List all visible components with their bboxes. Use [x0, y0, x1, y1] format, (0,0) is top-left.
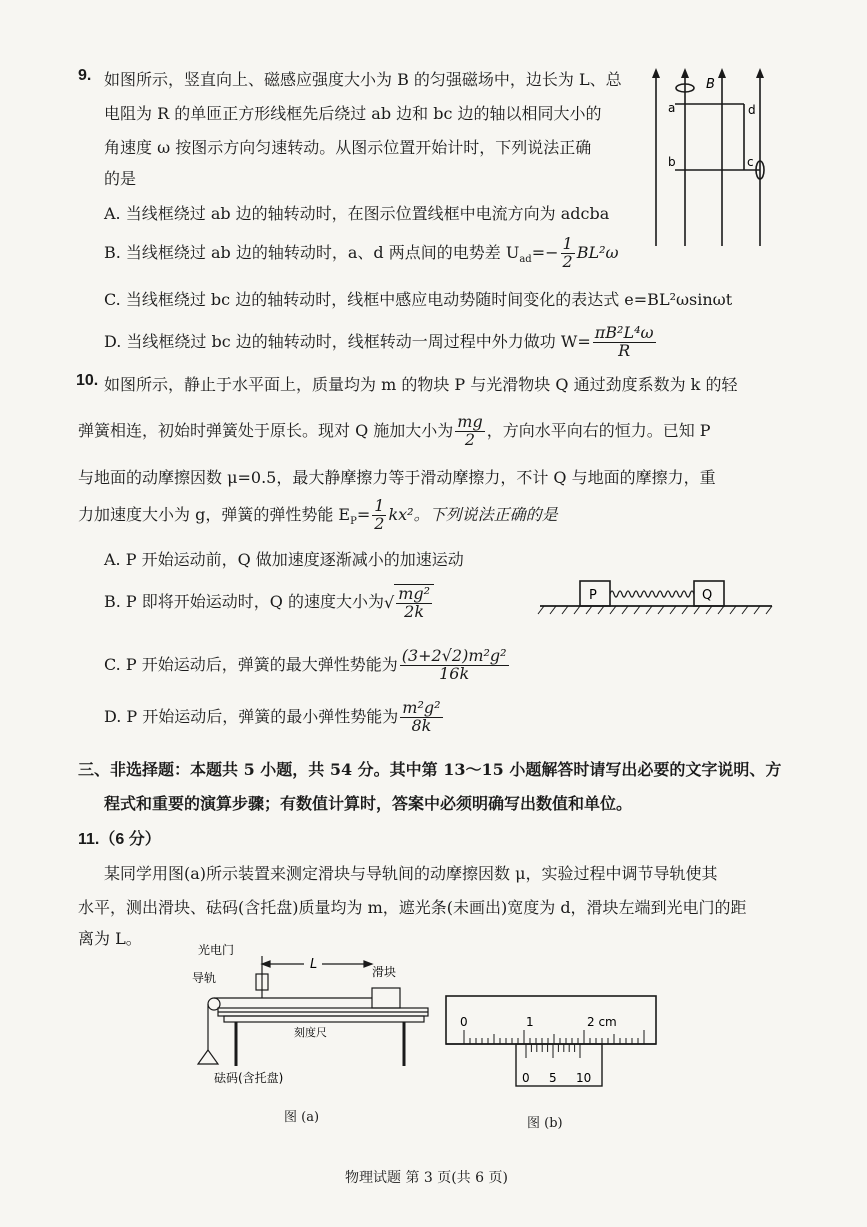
- section3-heading-line: 程式和重要的演算步骤；有数值计算时，答案中必须明确写出数值和单位。: [104, 794, 633, 813]
- label-Q: Q: [702, 588, 713, 603]
- label-slider: 滑块: [372, 965, 397, 979]
- label-weight: 砝码(含托盘): [214, 1071, 284, 1085]
- label-P: P: [589, 588, 597, 603]
- label-a: a: [668, 101, 676, 115]
- figure-b-caption: 图 (b): [527, 1116, 563, 1131]
- main-scale-frame: [446, 996, 656, 1044]
- q10-number: 10.: [76, 372, 99, 389]
- label-b: b: [668, 155, 676, 169]
- q10-figure-spring-blocks: [536, 576, 776, 620]
- page-footer: 物理试题 第 3 页(共 6 页): [345, 1170, 508, 1186]
- label-B: B: [706, 77, 715, 92]
- q10-stem-line: 力加速度大小为 g，弹簧的弹性势能 $E_P=$ $\frac{1}{2}$ kx²。下列说法正确的是: [78, 496, 558, 533]
- weight-tray: [198, 1050, 218, 1064]
- main-label-0: 0: [460, 1015, 468, 1029]
- q10-option-c: C. P 开始运动后，弹簧的最大弹性势能为 $\frac{\text{(3+2√2)m²g²}}{16k}$: [104, 646, 507, 683]
- q9-option-d: D. 当线框绕过 bc 边的轴转动时，线框转动一周过程中外力做功 W= $\frac{\text{πB²L⁴ω}}{R}$: [104, 323, 654, 360]
- vernier-scale-ticks: [526, 1044, 580, 1058]
- label-L: L: [310, 957, 318, 972]
- q9-option-b: B. 当线框绕过 ab 边的轴转动时，a、d 两点间的电势差 $U_{ad}=-$ $\frac{1}{2}$ BL²ω: [104, 234, 619, 271]
- q10-option-b: B. P 即将开始运动时，Q 的速度大小为√ $\frac{\text{mg²}}{2k}$: [104, 584, 434, 621]
- slider-block: [372, 988, 400, 1008]
- q9-stem-line: 角速度 ω 按图示方向匀速转动。从图示位置开始计时，下列说法正确: [104, 138, 592, 157]
- q10-option-a: A. P 开始运动前，Q 做加速度逐渐减小的加速运动: [104, 550, 464, 569]
- main-label-1: 1: [526, 1015, 534, 1029]
- ruler: [224, 1016, 424, 1022]
- q9-option-a: A. 当线框绕过 ab 边的轴转动时，在图示位置线框中电流方向为 adcba: [104, 204, 610, 223]
- pulley: [208, 998, 220, 1010]
- section3-heading-line: 三、非选择题：本题共 5 小题，共 54 分。其中第 13～15 小题解答时请写出必要的文字说明、方: [78, 760, 782, 779]
- q11-figure-b-vernier: [444, 994, 660, 1088]
- spring: [610, 591, 694, 597]
- label-rail: 导轨: [192, 971, 217, 985]
- figure-a-caption: 图 (a): [284, 1110, 320, 1125]
- q11-stem-line: 水平，测出滑块、砝码(含托盘)质量均为 m，遮光条(未画出)宽度为 d，滑块左端到光电门的距: [78, 898, 747, 917]
- main-label-2cm: 2 cm: [587, 1015, 617, 1029]
- label-d: d: [748, 103, 756, 117]
- q11-stem-line: 某同学用图(a)所示装置来测定滑块与导轨间的动摩擦因数 μ，实验过程中调节导轨使其: [104, 864, 718, 883]
- q10-stem-line: 如图所示，静止于水平面上，质量均为 m 的物块 P 与光滑物块 Q 通过劲度系数为 k 的轻: [104, 375, 738, 394]
- q10-option-d: D. P 开始运动后，弹簧的最小弹性势能为 $\frac{\text{m²g²}}{8k}$: [104, 698, 441, 735]
- q10-stem-line: 弹簧相连，初始时弹簧处于原长。现对 Q 施加大小为 $\frac{mg}{2}$ ，方向水平向右的恒力。已知 P: [78, 412, 711, 449]
- q11-figure-a-apparatus: [176, 938, 436, 1088]
- q9-stem-line: 如图所示，竖直向上、磁感应强度大小为 B 的匀强磁场中，边长为 L、总: [104, 70, 622, 89]
- q9-number: 9.: [78, 67, 92, 84]
- q9-option-c: C. 当线框绕过 bc 边的轴转动时，线框中感应电动势随时间变化的表达式 e=BL²ωsinωt: [104, 290, 733, 309]
- q11-heading: 11.（6 分）: [78, 831, 161, 848]
- q9-stem-line: 电阻为 R 的单匝正方形线框先后绕过 ab 边和 bc 边的轴以相同大小的: [104, 104, 602, 123]
- label-ruler: 刻度尺: [294, 1026, 327, 1039]
- q9-figure-magnetic-field: [648, 66, 778, 252]
- q9-stem-line: 的是: [104, 169, 137, 188]
- vernier-label-0: 0: [522, 1071, 530, 1085]
- q10-stem-line: 与地面的动摩擦因数 μ=0.5，最大静摩擦力等于滑动摩擦力，不计 Q 与地面的摩擦力，重: [78, 468, 716, 487]
- vernier-label-5: 5: [549, 1071, 557, 1085]
- vernier-label-10: 10: [576, 1071, 592, 1085]
- main-scale-ticks: [464, 1030, 644, 1044]
- label-c: c: [747, 155, 754, 169]
- q11-stem-line: 离为 L。: [78, 929, 142, 948]
- label-photogate: 光电门: [198, 943, 235, 957]
